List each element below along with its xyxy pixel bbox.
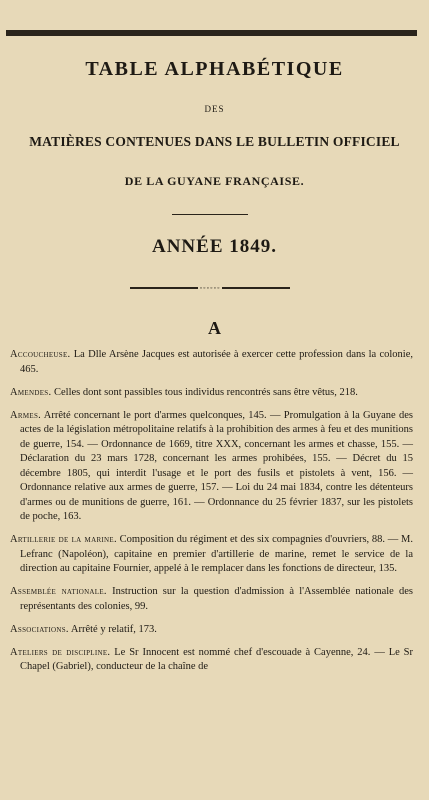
index-entries bbox=[10, 348, 413, 683]
index-entry bbox=[10, 348, 413, 377]
short-rule bbox=[172, 214, 248, 215]
entry-text: Arrêté concernant le port d'armes quelconques, 145. — Promulgation à la Guyane des actes de la législation métropolitaine relatifs à la prohibition des armes à feu et des munitions de guerre, 154. — Ordonnance de 1669, titre XXX, concernant les armes et chasse, 155. — Déclaration du 23 mars 1728, concernant les armes prohibées, 155. — Décret du 15 décembre 1805, qui interdit l'usage et le port des fusils et pistolets à vent, 156. — Ordonnance relative aux armes de guerre, 157. — Loi du 24 mai 1834, contre les détenteurs d'armes ou de munitions de guerre, 161. — Ordonnance du 25 février 1837, sur les pistolets de poche, 163. bbox=[20, 409, 413, 522]
section-letter: A bbox=[208, 318, 221, 338]
ornament-bar-left bbox=[130, 287, 198, 289]
entry-head: Ateliers de discipline. bbox=[10, 646, 111, 658]
index-entry bbox=[10, 646, 413, 675]
index-entry bbox=[10, 585, 413, 614]
entry-text: Composition du régiment et des six compagnies d'ouvriers, 88. — M. Lefranc (Napoléon), capitaine en premier d'artillerie de marine, remet le service de la direction au capitaine Fournier, appelé à le remplacer dans les fonctions de directeur, 135. bbox=[20, 534, 414, 574]
index-entry bbox=[10, 409, 413, 525]
year-heading: ANNÉE 1849. bbox=[151, 236, 277, 257]
index-entry bbox=[10, 386, 413, 401]
ornament-divider bbox=[130, 284, 290, 292]
ornament-bar-right bbox=[222, 287, 290, 289]
title-connector: DES bbox=[204, 104, 225, 114]
entry-text: Celles dont sont passibles tous individus rencontrés sans être vêtus, 218. bbox=[54, 386, 358, 398]
ornament-dots: ◦◦◦◦◦◦ bbox=[199, 284, 221, 292]
entry-head: Assemblée nationale. bbox=[10, 586, 107, 597]
document-subtitle: MATIÈRES CONTENUES DANS LE BULLETIN OFFICIEL bbox=[29, 134, 400, 149]
document-subtitle-2: DE LA GUYANE FRANÇAISE. bbox=[124, 174, 305, 188]
entry-head: Accoucheuse. bbox=[10, 349, 71, 360]
entry-text: Arrêté y relatif, 173. bbox=[70, 623, 157, 635]
index-entry bbox=[10, 533, 413, 577]
entry-head: Artillerie de la marine. bbox=[10, 534, 117, 545]
entry-text: La Dlle Arsène Jacques est autorisée à exercer cette profession dans la colonie, 465. bbox=[20, 349, 414, 375]
entry-text: Le Sr Innocent est nommé chef d'escouade à Cayenne, 24. — Le Sr Chapel (Gabriel), conducteur de la chaîne de bbox=[20, 646, 414, 672]
entry-head: Associations. bbox=[10, 623, 69, 635]
entry-text: Instruction sur la question d'admission à l'Assemblée nationale des représentants des colonies, 99. bbox=[20, 586, 414, 612]
document-title: TABLE ALPHABÉTIQUE bbox=[85, 58, 344, 80]
top-rule bbox=[6, 30, 417, 36]
entry-head: Armes. bbox=[10, 409, 42, 421]
entry-head: Amendes. bbox=[10, 386, 52, 398]
index-entry bbox=[10, 623, 413, 638]
